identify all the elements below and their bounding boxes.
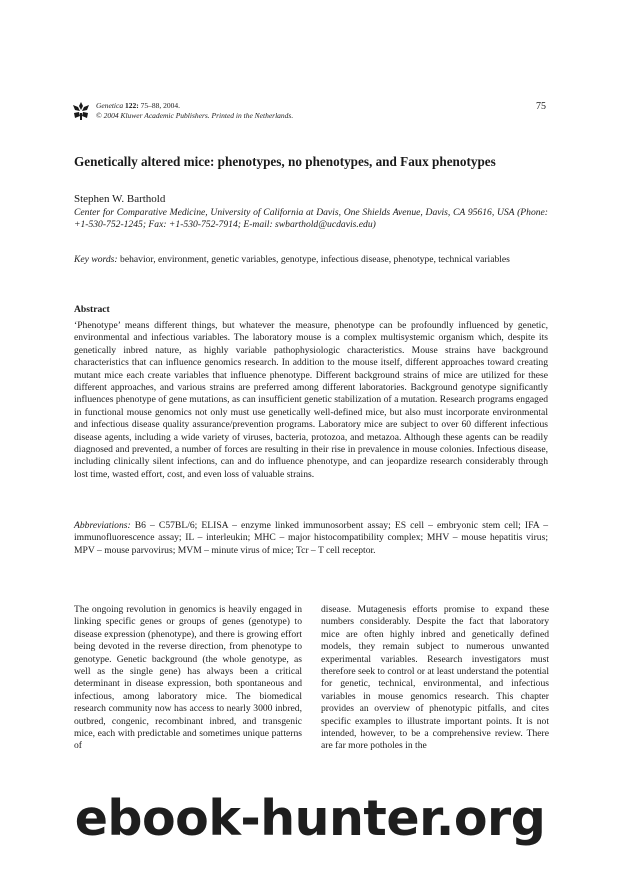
page-number: 75: [536, 101, 546, 112]
journal-citation: [96, 101, 180, 110]
paper-title: Genetically altered mice: phenotypes, no phenotypes, and Faux phenotypes: [74, 154, 496, 169]
watermark-text: ebook-hunter.org: [74, 790, 546, 847]
abbreviations-label: Abbreviations:: [74, 520, 131, 531]
body-right-column: disease. Mutagenesis efforts promise to expand these numbers considerably. Despite the fact that laboratory mice are often highly inbred and genetically defined models, they remain subject to numerous unwanted experimental variables. Research investigators must therefore seek to control or at least understand the potential for genetic, technical, environmental, and infectious variables in mouse genomics research. This chapter provides an overview of phenotypic pitfalls, and cites specific examples to illustrate important points. It is not intended, however, to be a comprehensive review. There are far more potholes in the: [321, 604, 549, 752]
journal-name: Genetica: [96, 101, 124, 110]
journal-pages: 75–88, 2004.: [140, 101, 180, 110]
author-name: Stephen W. Barthold: [74, 193, 166, 205]
abstract-heading: Abstract: [74, 304, 110, 315]
keywords: [74, 254, 548, 266]
journal-volume: 122:: [124, 101, 139, 110]
copyright-line: © 2004 Kluwer Academic Publishers. Printed in the Netherlands.: [96, 111, 294, 120]
author-affiliation: Center for Comparative Medicine, University of California at Davis, One Shields Avenue, Davis, CA 95616, USA (Phone: +1-530-752-1245; Fax: +1-530-752-7914; E-mail: swbarthold@ucdavis.edu): [74, 207, 548, 231]
keywords-text: behavior, environment, genetic variables, genotype, infectious disease, phenotype, technical variables: [120, 254, 510, 265]
publisher-logo-icon: [72, 101, 90, 121]
abbreviations-text: B6 – C57BL/6; ELISA – enzyme linked immunosorbent assay; ES cell – embryonic stem cell; IFA – immunofluorescence assay; IL – interleukin; MHC – major histocompatibility complex; MHV – mouse hepatitis virus; MPV – mouse parvovirus; MVM – minute virus of mice; Tcr – T cell receptor.: [74, 520, 548, 556]
abstract-text: ‘Phenotype’ means different things, but whatever the measure, phenotype can be profoundly influenced by genetic, environmental and infectious variables. The laboratory mouse is a complex multisystemic organism which, despite its genetically inbred nature, as highly variable pathophysiologic characteristics. Mouse strains have background characteristics that can influence genomics research. In addition to the mouse itself, different approaches toward creating mutant mice each create variables that influence phenotype. Different background strains of mice are utilized for these different approaches, and various strains are preferred among different laboratories. Background genotype significantly influences phenotype of gene mutations, as can insufficient genetic stabilization of a mutation. Research programs engaged in functional mouse genomics not only must use genetically well-defined mice, but also must incorporate environmental and infectious disease quality assurance/prevention programs. Laboratory mice are subject to over 60 different infectious disease agents, including a wide variety of viruses, bacteria, protozoa, and metazoa. Although these agents can be readily diagnosed and prevented, a number of forces are resulting in their rise in prevalence in mouse colonies. Infectious disease, including clinically silent infections, can and do influence phenotype, and can jeopardize research considerably through lost time, wasted effort, cost, and even loss of valuable strains.: [74, 320, 548, 480]
body-left-column: The ongoing revolution in genomics is heavily engaged in linking specific genes or groups of genes (genotype) to disease expression (phenotype), and there is growing effort being devoted in the reverse direction, from phenotype to genotype. Genetic background (the whole genotype, as well as the single gene) has always been a critical determinant in disease expression, both spontaneous and infectious, among laboratory mice. The biomedical research community now has access to nearly 3000 inbred, outbred, congenic, recombinant inbred, and transgenic mice, each with predictable and sometimes unique patterns of: [74, 604, 302, 752]
keywords-label: Key words:: [74, 254, 118, 265]
abbreviations: [74, 520, 548, 557]
